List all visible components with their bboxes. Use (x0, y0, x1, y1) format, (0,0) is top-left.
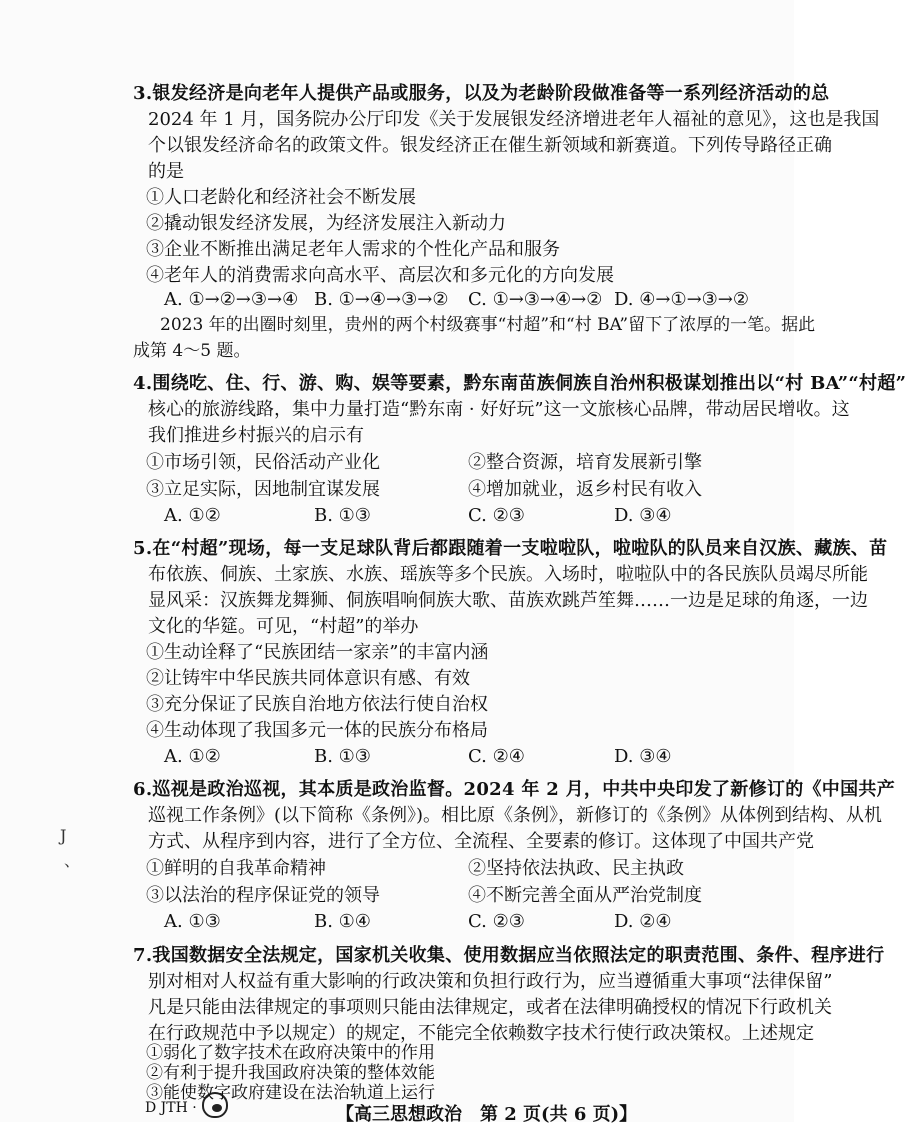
material-line-1: 2023 年的出圈时刻里，贵州的两个村级赛事“村超”和“村 BA”留下了浓厚的一笔。据此 (160, 315, 816, 335)
q4-option-4: ④增加就业，返乡村民有收入 (468, 479, 702, 500)
q3-stem-line-2: 2024 年 1 月，国务院办公厅印发《关于发展银发经济增进老年人福祉的意见》，这也是我国 (148, 109, 880, 130)
q6-stem-line-1: 6.巡视是政治巡视，其本质是政治监督。2024 年 2 月，中共中央印发了新修订的《中国共产 (133, 779, 896, 800)
q7-stem-line-3: 凡是只能由法律规定的事项则只能由法律规定，或者在法律明确授权的情况下行政机关 (148, 997, 832, 1018)
q3-stem-line-4: 的是 (148, 161, 184, 182)
q4-choice-d: D. ③④ (614, 505, 672, 526)
q6-choice-c: C. ②③ (468, 911, 525, 932)
q7-stem-line-4: 在行政规范中予以规定）的规定，不能完全依赖数字技术行使行政决策权。上述规定 (148, 1023, 814, 1044)
q3-stem-line-1: 3.银发经济是向老年人提供产品或服务，以及为老龄阶段做准备等一系列经济活动的总 (133, 83, 830, 104)
q7-stem-line-1: 7.我国数据安全法规定，国家机关收集、使用数据应当依照法定的职责范围、条件、程序进行 (133, 945, 885, 966)
margin-mark-1: J (60, 826, 67, 845)
margin-mark-2: 、 (64, 851, 81, 870)
q5-stem-line-2: 布依族、侗族、土家族、水族、瑶族等多个民族。入场时，啦啦队中的各民族队员竭尽所能 (148, 564, 868, 585)
q3-choice-a: A. ①→②→③→④ (164, 289, 299, 310)
q4-option-2: ②整合资源，培育发展新引擎 (468, 452, 702, 473)
q5-option-3: ③充分保证了民族自治地方依法行使自治权 (146, 694, 488, 715)
q4-option-1: ①市场引领，民俗活动产业化 (146, 452, 380, 473)
q5-stem-line-3: 显风采：汉族舞龙舞狮、侗族唱响侗族大歌、苗族欢跳芦笙舞……一边是足球的角逐，一边 (148, 590, 868, 611)
q7-option-2: ②有利于提升我国政府决策的整体效能 (146, 1063, 435, 1083)
q7-stem-line-2: 别对相对人权益有重大影响的行政决策和负担行政行为，应当遵循重大事项“法律保留” (148, 971, 833, 992)
q5-stem-line-1: 5.在“村超”现场，每一支足球队背后都跟随着一支啦啦队，啦啦队的队员来自汉族、藏族、苗 (133, 538, 888, 559)
q6-choice-d: D. ②④ (614, 911, 672, 932)
q7-option-3: ③能使数字政府建设在法治轨道上运行 (146, 1083, 435, 1103)
q4-stem-line-3: 我们推进乡村振兴的启示有 (148, 425, 364, 446)
q4-choice-c: C. ②③ (468, 505, 525, 526)
q4-stem-line-1: 4.围绕吃、住、行、游、购、娱等要素，黔东南苗族侗族自治州积极谋划推出以“村 BA”“村超” (133, 373, 906, 394)
q4-choice-a: A. ①② (164, 505, 221, 526)
q6-stem-line-2: 巡视工作条例》(以下简称《条例》)。相比原《条例》，新修订的《条例》从体例到结构、从机 (148, 805, 883, 826)
q3-choice-b: B. ①→④→③→② (314, 289, 449, 310)
q6-option-1: ①鲜明的自我革命精神 (146, 858, 326, 879)
q5-option-1: ①生动诠释了“民族团结一家亲”的丰富内涵 (146, 642, 489, 663)
q4-choice-b: B. ①③ (314, 505, 371, 526)
q3-choice-d: D. ④→①→③→② (614, 289, 750, 310)
q3-option-1: ①人口老龄化和经济社会不断发展 (146, 187, 416, 208)
q6-option-4: ④不断完善全面从严治党制度 (468, 885, 702, 906)
footer-code: D JTH · (145, 1100, 197, 1116)
q5-choice-b: B. ①③ (314, 746, 371, 767)
q3-stem-line-3: 个以银发经济命名的政策文件。银发经济正在催生新领域和新赛道。下列传导路径正确 (148, 135, 832, 156)
q5-choice-c: C. ②④ (468, 746, 525, 767)
q5-choice-d: D. ③④ (614, 746, 672, 767)
q6-option-2: ②坚持依法执政、民主执政 (468, 858, 684, 879)
material-line-2: 成第 4～5 题。 (133, 341, 251, 361)
q3-option-2: ②撬动银发经济发展，为经济发展注入新动力 (146, 213, 506, 234)
q4-option-3: ③立足实际，因地制宜谋发展 (146, 479, 380, 500)
q4-stem-line-2: 核心的旅游线路，集中力量打造“黔东南 · 好好玩”这一文旅核心品牌，带动居民增收。这 (148, 399, 850, 420)
q7-option-1: ①弱化了数字技术在政府决策中的作用 (146, 1043, 435, 1063)
footer-page-info: 【高三思想政治 第 2 页(共 6 页)】 (336, 1104, 638, 1125)
q3-option-3: ③企业不断推出满足老年人需求的个性化产品和服务 (146, 239, 560, 260)
q6-choice-a: A. ①③ (164, 911, 221, 932)
q6-stem-line-3: 方式、从程序到内容，进行了全方位、全流程、全要素的修订。这体现了中国共产党 (148, 831, 814, 852)
q6-option-3: ③以法治的程序保证党的领导 (146, 885, 380, 906)
q3-choice-c: C. ①→③→④→② (468, 289, 603, 310)
q5-choice-a: A. ①② (164, 746, 221, 767)
q5-option-4: ④生动体现了我国多元一体的民族分布格局 (146, 720, 488, 741)
q5-option-2: ②让铸牢中华民族共同体意识有感、有效 (146, 668, 470, 689)
q6-choice-b: B. ①④ (314, 911, 371, 932)
q5-stem-line-4: 文化的华筵。可见，“村超”的举办 (148, 616, 419, 637)
q3-option-4: ④老年人的消费需求向高水平、高层次和多元化的方向发展 (146, 265, 614, 286)
